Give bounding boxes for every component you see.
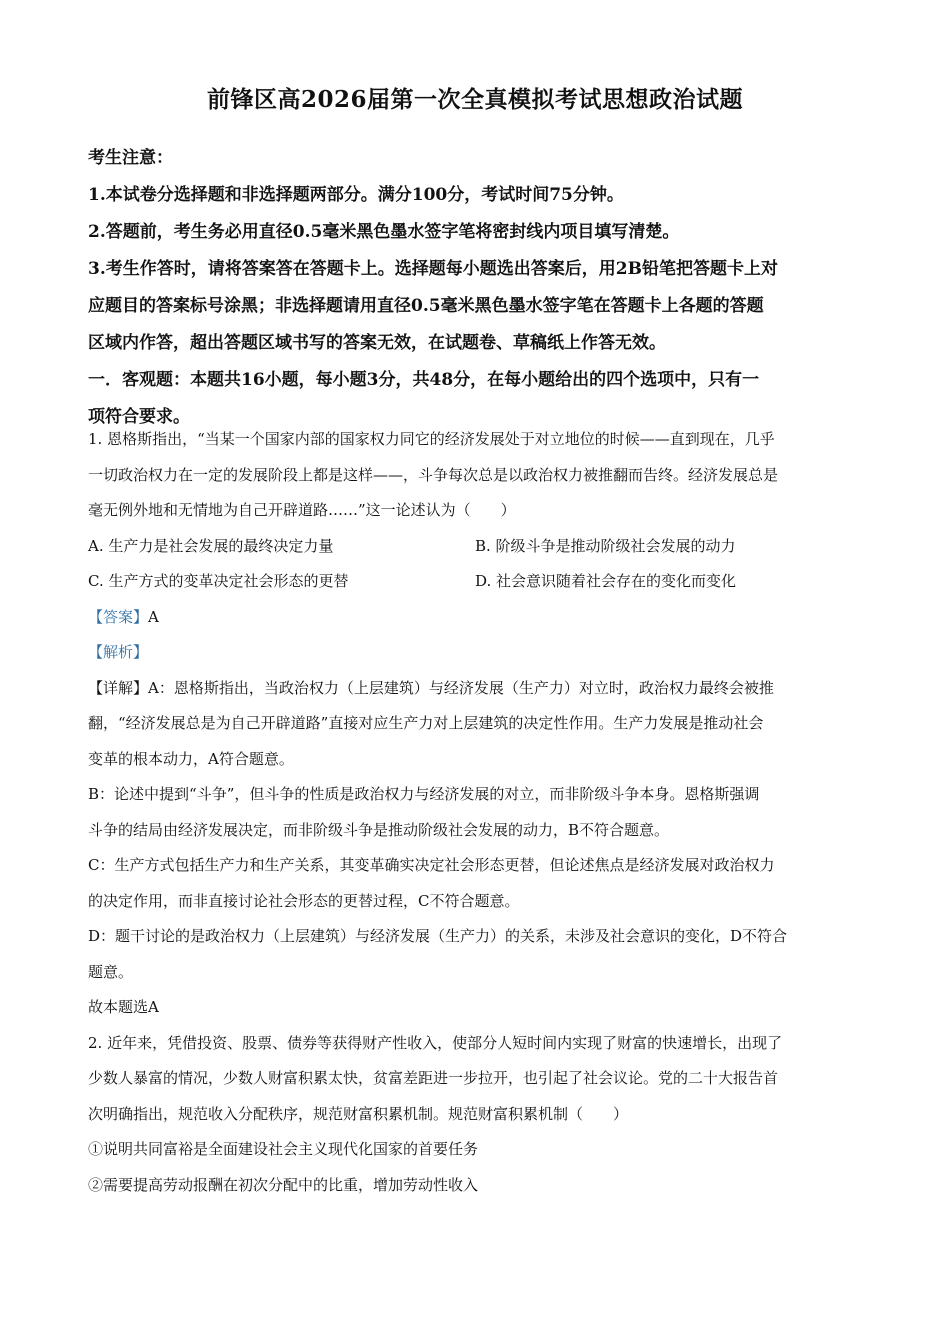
q1-stem-line-3: 毫无例外地和无情地为自己开辟道路……”这一论述认为（ ） <box>88 501 516 519</box>
q1-analysis-b-line-1: B：论述中提到“斗争”，但斗争的性质是政治权力与经济发展的对立，而非阶级斗争本身。恩格斯强调 <box>88 785 760 803</box>
question-body <box>88 422 863 1203</box>
q2-stem-line-2: 少数人暴富的情况，少数人财富积累太快，贫富差距进一步拉开，也引起了社会议论。党的二十大报告首 <box>88 1069 779 1087</box>
q1-analysis-d-line-1: D：题干讨论的是政治权力（上层建筑）与经济发展（生产力）的关系，未涉及社会意识的变化，D不符合 <box>88 927 788 945</box>
q1-conclusion: 故本题选A <box>88 998 159 1016</box>
answer-tag: 【答案】 <box>88 607 149 626</box>
answer-value: A <box>148 607 159 626</box>
notice-item-3-line-2: 应题目的答案标号涂黑；非选择题请用直径0.5毫米黑色墨水签字笔在答题卡上各题的答题 <box>88 296 764 316</box>
q1-detail-line-1: 【详解】A：恩格斯指出，当政治权力（上层建筑）与经济发展（生产力）对立时，政治权力最终会被推 <box>88 678 774 697</box>
q1-option-a: A. 生产力是社会发展的最终决定力量 <box>88 536 334 555</box>
q1-options-row-2 <box>88 564 863 600</box>
q1-detail-line-3: 变革的根本动力，A符合题意。 <box>88 749 294 768</box>
q1-option-c: C. 生产方式的变革决定社会形态的更替 <box>88 572 349 590</box>
q2-stem-line-1: 2. 近年来，凭借投资、股票、债券等获得财产性收入，使部分人短时间内实现了财富的快速增长，出现了 <box>88 1033 783 1052</box>
q1-answer <box>88 600 863 636</box>
q1-analysis-b-line-2: 斗争的结局由经济发展决定，而非阶级斗争是推动阶级社会发展的动力，B不符合题意。 <box>88 820 670 839</box>
notice-item-3-line-1: 3.考生作答时，请将答案答在答题卡上。选择题每小题选出答案后，用2B铅笔把答题卡上对 <box>88 259 778 279</box>
analysis-tag: 【解析】 <box>88 643 149 661</box>
notice-item-3-line-3: 区域内作答，超出答题区域书写的答案无效，在试题卷、草稿纸上作答无效。 <box>88 333 666 353</box>
q1-analysis-d-line-2: 题意。 <box>88 962 134 981</box>
page-title: 前锋区高2026届第一次全真模拟考试思想政治试题 <box>206 86 743 113</box>
q1-analysis-c-line-2: 的决定作用，而非直接讨论社会形态的更替过程，C不符合题意。 <box>88 891 520 910</box>
q2-item-1: ①说明共同富裕是全面建设社会主义现代化国家的首要任务 <box>88 1140 479 1158</box>
q2-stem-line-3: 次明确指出，规范收入分配秩序，规范财富积累机制。规范财富积累机制（ ） <box>88 1104 629 1123</box>
exam-notice <box>88 140 863 436</box>
q1-stem-line-2: 一切政治权力在一定的发展阶段上都是这样——，斗争每次总是以政治权力被推翻而告终。经济发展总是 <box>88 465 779 484</box>
q1-stem-line-1: 1. 恩格斯指出，“当某一个国家内部的国家权力同它的经济发展处于对立地位的时候——直到现在，几乎 <box>88 430 775 448</box>
section-1-heading-line-2: 项符合要求。 <box>88 407 190 427</box>
q2-item-2: ②需要提高劳动报酬在初次分配中的比重，增加劳动性收入 <box>88 1175 479 1194</box>
q1-option-d: D. 社会意识随着社会存在的变化而变化 <box>475 572 737 590</box>
q1-option-b: B. 阶级斗争是推动阶级社会发展的动力 <box>475 536 736 555</box>
q1-analysis-c-line-1: C：生产方式包括生产力和生产关系，其变革确实决定社会形态更替，但论述焦点是经济发展对政治权力 <box>88 856 775 874</box>
section-1-heading-line-1: 一．客观题：本题共16小题，每小题3分，共48分，在每小题给出的四个选项中，只有一 <box>88 370 760 390</box>
notice-item-1: 1.本试卷分选择题和非选择题两部分。满分100分，考试时间75分钟。 <box>88 185 624 205</box>
q1-options-row-1 <box>88 529 863 565</box>
notice-item-2: 2.答题前，考生务必用直径0.5毫米黑色墨水签字笔将密封线内项目填写清楚。 <box>88 222 680 242</box>
notice-heading: 考生注意： <box>88 148 173 168</box>
q1-detail-line-2: 翻，“经济发展总是为自己开辟道路”直接对应生产力对上层建筑的决定性作用。生产力发展是推动社会 <box>88 714 764 732</box>
